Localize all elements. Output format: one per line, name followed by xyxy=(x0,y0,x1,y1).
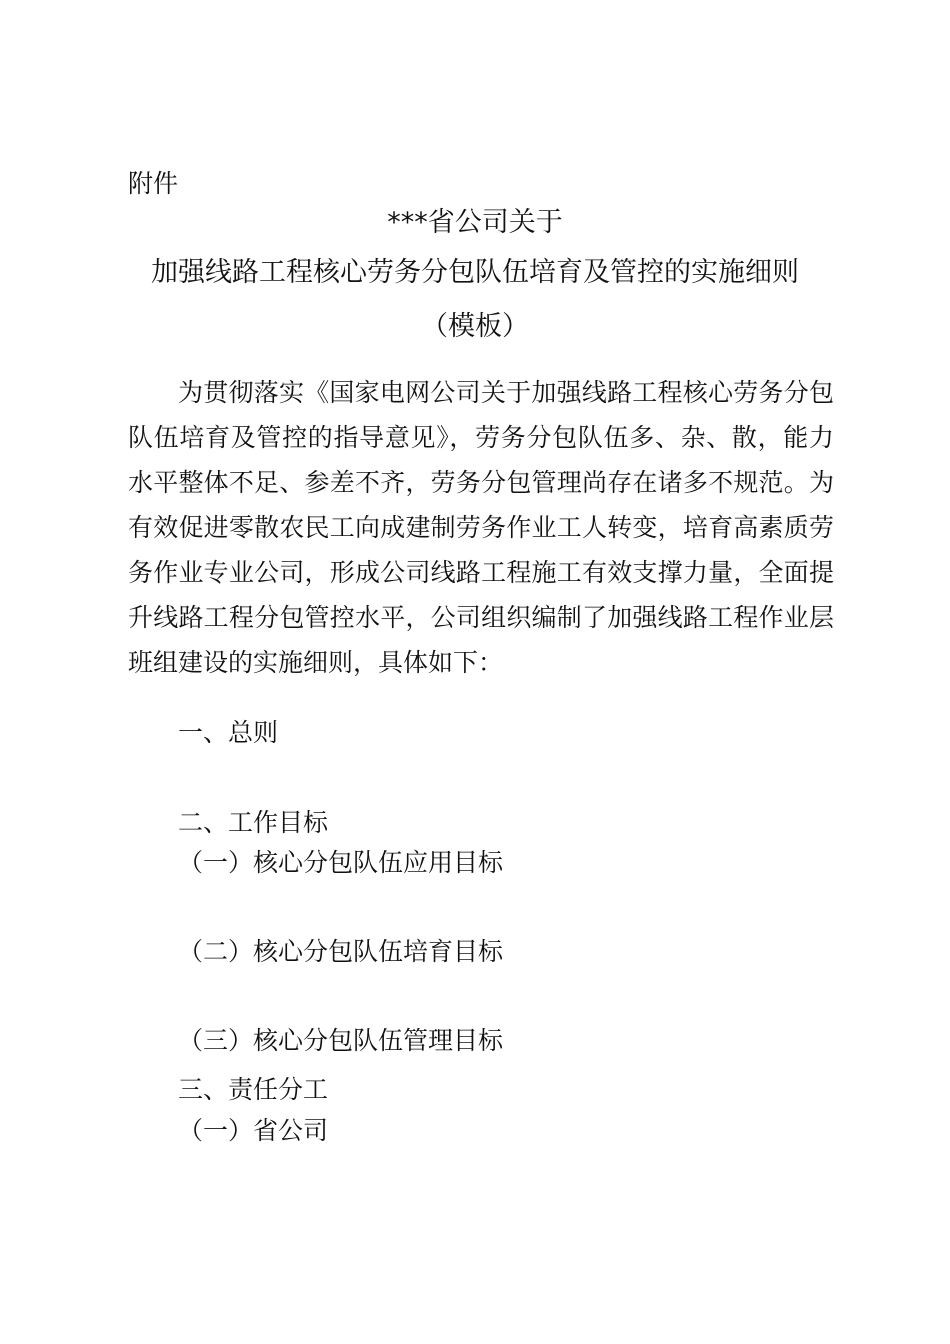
intro-line: 班组建设的实施细则，具体如下： xyxy=(128,648,504,677)
title-line-1: ***省公司关于 xyxy=(387,207,563,238)
section-work-goals: 二、工作目标 xyxy=(178,808,329,837)
subsection-cultivation-goal: （二）核心分包队伍培育目标 xyxy=(178,937,504,966)
subsection-application-goal: （一）核心分包队伍应用目标 xyxy=(178,848,504,877)
intro-line: 队伍培育及管控的指导意见》，劳务分包队伍多、杂、散，能力 xyxy=(128,423,834,452)
intro-line: 务作业专业公司，形成公司线路工程施工有效支撑力量，全面提 xyxy=(128,558,834,587)
title-line-2: 加强线路工程核心劳务分包队伍培育及管控的实施细则 xyxy=(151,257,799,288)
subsection-management-goal: （三）核心分包队伍管理目标 xyxy=(178,1026,504,1055)
section-responsibilities: 三、责任分工 xyxy=(178,1075,329,1104)
intro-line: 升线路工程分包管控水平，公司组织编制了加强线路工程作业层 xyxy=(128,603,834,632)
section-general: 一、总则 xyxy=(178,718,279,747)
intro-line: 有效促进零散农民工向成建制劳务作业工人转变，培育高素质劳 xyxy=(128,513,834,542)
intro-line: 水平整体不足、参差不齐，劳务分包管理尚存在诸多不规范。为 xyxy=(128,468,834,497)
intro-line: 为贯彻落实《国家电网公司关于加强线路工程核心劳务分包 xyxy=(178,378,834,407)
subsection-provincial-company: （一）省公司 xyxy=(178,1116,329,1145)
title-line-3: （模板） xyxy=(421,311,529,342)
attachment-label: 附件 xyxy=(128,169,179,198)
